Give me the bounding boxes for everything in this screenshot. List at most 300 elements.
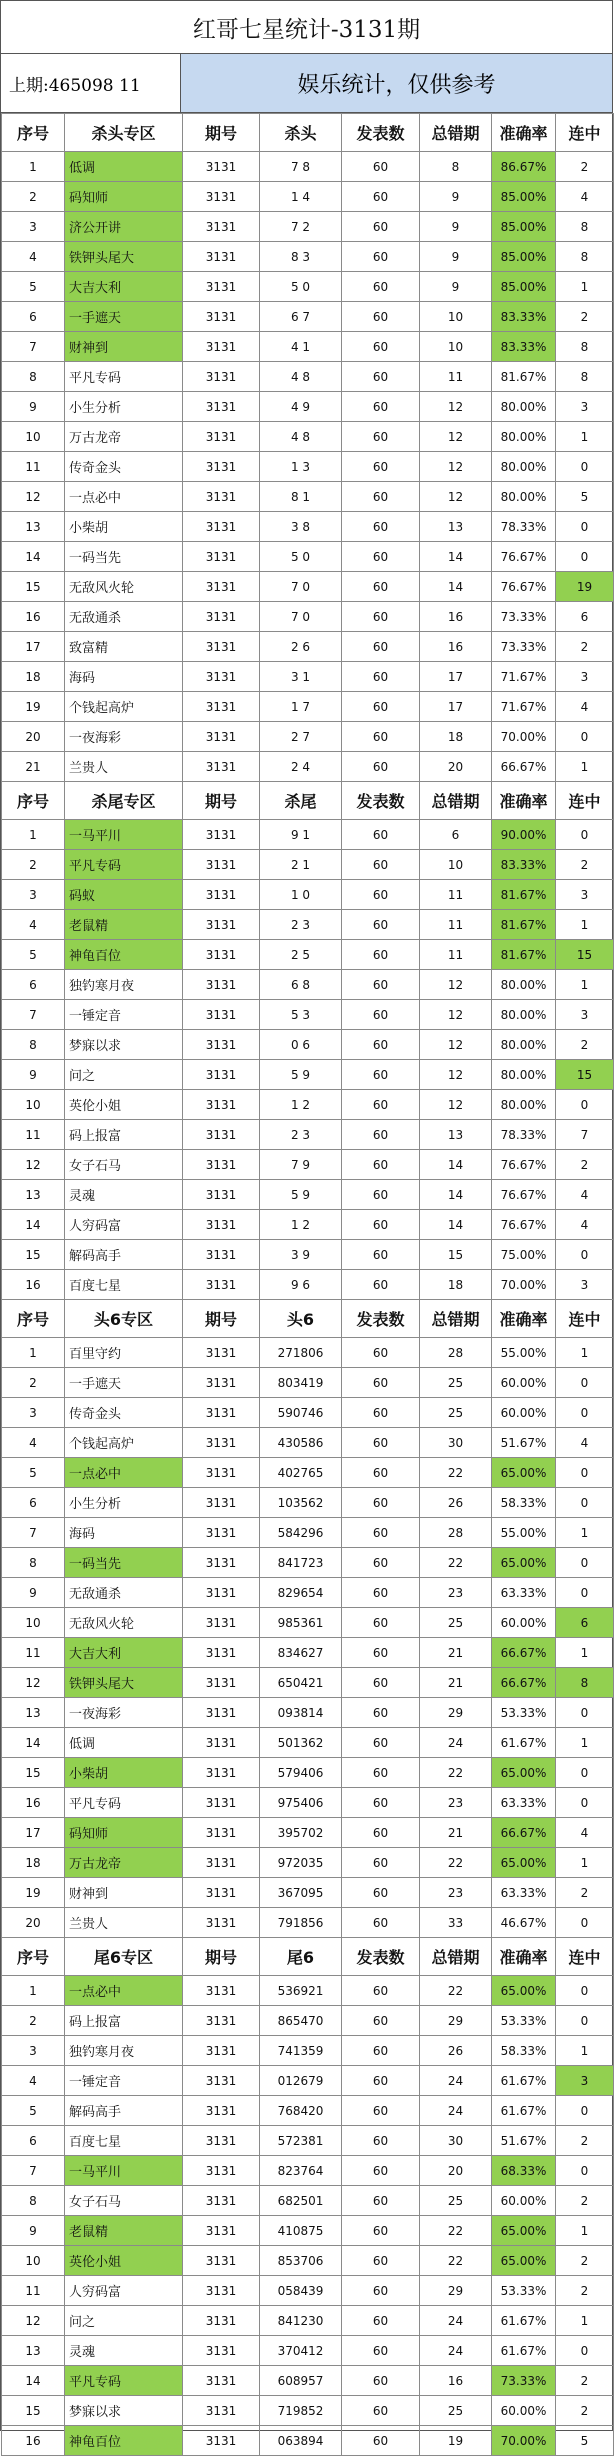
col-header-zone: 杀头专区: [65, 114, 183, 152]
prediction-value: 367095: [260, 1878, 342, 1908]
total-misses: 22: [420, 1458, 492, 1488]
col-header-index: 序号: [2, 782, 65, 820]
win-streak: 3: [556, 2066, 614, 2096]
issue-number: 3131: [183, 752, 260, 782]
prediction-value: 5 0: [260, 272, 342, 302]
table-row: [2, 482, 614, 512]
row-index: 17: [2, 632, 65, 662]
post-count: 60: [342, 1368, 420, 1398]
accuracy-rate: 65.00%: [492, 1758, 556, 1788]
total-misses: 22: [420, 1548, 492, 1578]
table-row: [2, 1000, 614, 1030]
row-index: 13: [2, 1180, 65, 1210]
total-misses: 6: [420, 820, 492, 850]
total-misses: 14: [420, 1150, 492, 1180]
table-row: [2, 1518, 614, 1548]
win-streak: 2: [556, 2366, 614, 2396]
col-header-index: 序号: [2, 1938, 65, 1976]
prediction-value: 093814: [260, 1698, 342, 1728]
accuracy-rate: 58.33%: [492, 1488, 556, 1518]
accuracy-rate: 65.00%: [492, 2246, 556, 2276]
predictor-name: 财神到: [65, 332, 183, 362]
table-row: [2, 722, 614, 752]
row-index: 16: [2, 1788, 65, 1818]
win-streak: 1: [556, 422, 614, 452]
accuracy-rate: 51.67%: [492, 2126, 556, 2156]
accuracy-rate: 73.33%: [492, 2366, 556, 2396]
subheader: [1, 54, 612, 113]
total-misses: 15: [420, 1240, 492, 1270]
table-row: [2, 362, 614, 392]
accuracy-rate: 65.00%: [492, 1976, 556, 2006]
total-misses: 12: [420, 452, 492, 482]
col-header-issue: 期号: [183, 1300, 260, 1338]
accuracy-rate: 81.67%: [492, 910, 556, 940]
issue-number: 3131: [183, 910, 260, 940]
row-index: 8: [2, 362, 65, 392]
win-streak: 0: [556, 2156, 614, 2186]
accuracy-rate: 60.00%: [492, 1608, 556, 1638]
issue-number: 3131: [183, 1878, 260, 1908]
total-misses: 9: [420, 212, 492, 242]
row-index: 6: [2, 302, 65, 332]
issue-number: 3131: [183, 1608, 260, 1638]
col-header-accuracy: 准确率: [492, 1938, 556, 1976]
accuracy-rate: 61.67%: [492, 1728, 556, 1758]
accuracy-rate: 80.00%: [492, 1000, 556, 1030]
issue-number: 3131: [183, 880, 260, 910]
predictor-name: 梦寐以求: [65, 1030, 183, 1060]
table-row: [2, 692, 614, 722]
accuracy-rate: 75.00%: [492, 1240, 556, 1270]
win-streak: 0: [556, 820, 614, 850]
accuracy-rate: 63.33%: [492, 1878, 556, 1908]
predictor-name: 个钱起高炉: [65, 1428, 183, 1458]
win-streak: 4: [556, 1428, 614, 1458]
predictor-name: 老鼠精: [65, 2216, 183, 2246]
accuracy-rate: 70.00%: [492, 722, 556, 752]
page-title: 红哥七星统计-3131期: [1, 1, 612, 54]
table-row: [2, 2096, 614, 2126]
prediction-value: 058439: [260, 2276, 342, 2306]
predictor-name: 平凡专码: [65, 1788, 183, 1818]
post-count: 60: [342, 1338, 420, 1368]
win-streak: 1: [556, 2306, 614, 2336]
issue-number: 3131: [183, 152, 260, 182]
issue-number: 3131: [183, 1210, 260, 1240]
prediction-value: 803419: [260, 1368, 342, 1398]
win-streak: 4: [556, 182, 614, 212]
accuracy-rate: 80.00%: [492, 970, 556, 1000]
accuracy-rate: 80.00%: [492, 422, 556, 452]
row-index: 20: [2, 1908, 65, 1938]
post-count: 60: [342, 1578, 420, 1608]
post-count: 60: [342, 1428, 420, 1458]
accuracy-rate: 53.33%: [492, 2276, 556, 2306]
predictor-name: 码上报富: [65, 1120, 183, 1150]
predictor-name: 一手遮天: [65, 302, 183, 332]
post-count: 60: [342, 910, 420, 940]
row-index: 21: [2, 752, 65, 782]
prediction-value: 5 0: [260, 542, 342, 572]
win-streak: 0: [556, 1368, 614, 1398]
table-row: [2, 2156, 614, 2186]
post-count: 60: [342, 2426, 420, 2456]
row-index: 10: [2, 422, 65, 452]
prediction-value: 271806: [260, 1338, 342, 1368]
win-streak: 0: [556, 1458, 614, 1488]
win-streak: 1: [556, 2216, 614, 2246]
issue-number: 3131: [183, 1150, 260, 1180]
predictor-name: 码上报富: [65, 2006, 183, 2036]
accuracy-rate: 63.33%: [492, 1788, 556, 1818]
win-streak: 5: [556, 482, 614, 512]
table-row: [2, 632, 614, 662]
prediction-value: 7 0: [260, 572, 342, 602]
table-row: [2, 2276, 614, 2306]
accuracy-rate: 86.67%: [492, 152, 556, 182]
row-index: 15: [2, 572, 65, 602]
table-row: [2, 452, 614, 482]
issue-number: 3131: [183, 2156, 260, 2186]
prediction-value: 0 6: [260, 1030, 342, 1060]
win-streak: 1: [556, 1728, 614, 1758]
row-index: 14: [2, 1210, 65, 1240]
predictor-name: 无敌风火轮: [65, 572, 183, 602]
total-misses: 29: [420, 1698, 492, 1728]
post-count: 60: [342, 362, 420, 392]
total-misses: 9: [420, 182, 492, 212]
row-index: 9: [2, 1578, 65, 1608]
issue-number: 3131: [183, 662, 260, 692]
prediction-value: 865470: [260, 2006, 342, 2036]
row-index: 13: [2, 2336, 65, 2366]
accuracy-rate: 81.67%: [492, 880, 556, 910]
predictor-name: 人穷码富: [65, 2276, 183, 2306]
predictor-name: 一点必中: [65, 482, 183, 512]
prediction-value: 410875: [260, 2216, 342, 2246]
section-header-row: [2, 782, 614, 820]
predictor-name: 一点必中: [65, 1458, 183, 1488]
total-misses: 12: [420, 1060, 492, 1090]
total-misses: 9: [420, 272, 492, 302]
accuracy-rate: 66.67%: [492, 1818, 556, 1848]
accuracy-rate: 61.67%: [492, 2306, 556, 2336]
total-misses: 12: [420, 482, 492, 512]
prediction-value: 3 9: [260, 1240, 342, 1270]
prediction-value: 1 3: [260, 452, 342, 482]
row-index: 6: [2, 970, 65, 1000]
row-index: 11: [2, 1120, 65, 1150]
issue-number: 3131: [183, 272, 260, 302]
total-misses: 22: [420, 1758, 492, 1788]
row-index: 12: [2, 1150, 65, 1180]
prediction-value: 501362: [260, 1728, 342, 1758]
table-row: [2, 2246, 614, 2276]
prediction-value: 1 0: [260, 880, 342, 910]
section-header-row: [2, 1938, 614, 1976]
row-index: 1: [2, 152, 65, 182]
total-misses: 26: [420, 2036, 492, 2066]
prediction-value: 7 8: [260, 152, 342, 182]
issue-number: 3131: [183, 1000, 260, 1030]
win-streak: 2: [556, 152, 614, 182]
issue-number: 3131: [183, 482, 260, 512]
issue-number: 3131: [183, 512, 260, 542]
total-misses: 25: [420, 1398, 492, 1428]
prediction-value: 063894: [260, 2426, 342, 2456]
post-count: 60: [342, 452, 420, 482]
prediction-value: 103562: [260, 1488, 342, 1518]
row-index: 10: [2, 2246, 65, 2276]
post-count: 60: [342, 2216, 420, 2246]
predictor-name: 一夜海彩: [65, 1698, 183, 1728]
predictor-name: 一手遮天: [65, 1368, 183, 1398]
predictor-name: 女子石马: [65, 1150, 183, 1180]
row-index: 7: [2, 2156, 65, 2186]
row-index: 2: [2, 850, 65, 880]
post-count: 60: [342, 1638, 420, 1668]
prediction-value: 2 1: [260, 850, 342, 880]
predictor-name: 码蚁: [65, 880, 183, 910]
prediction-value: 395702: [260, 1818, 342, 1848]
table-row: [2, 2396, 614, 2426]
row-index: 13: [2, 512, 65, 542]
row-index: 20: [2, 722, 65, 752]
row-index: 3: [2, 880, 65, 910]
issue-number: 3131: [183, 1976, 260, 2006]
row-index: 1: [2, 1976, 65, 2006]
post-count: 60: [342, 2036, 420, 2066]
post-count: 60: [342, 1788, 420, 1818]
total-misses: 14: [420, 1210, 492, 1240]
col-header-count: 发表数: [342, 1300, 420, 1338]
table-row: [2, 602, 614, 632]
row-index: 4: [2, 242, 65, 272]
total-misses: 25: [420, 1368, 492, 1398]
row-index: 18: [2, 1848, 65, 1878]
post-count: 60: [342, 880, 420, 910]
post-count: 60: [342, 1548, 420, 1578]
accuracy-rate: 55.00%: [492, 1338, 556, 1368]
total-misses: 24: [420, 2066, 492, 2096]
row-index: 12: [2, 482, 65, 512]
win-streak: 0: [556, 452, 614, 482]
accuracy-rate: 90.00%: [492, 820, 556, 850]
post-count: 60: [342, 1000, 420, 1030]
table-row: [2, 2366, 614, 2396]
win-streak: 3: [556, 392, 614, 422]
predictor-name: 兰贵人: [65, 752, 183, 782]
post-count: 60: [342, 1398, 420, 1428]
predictor-name: 兰贵人: [65, 1908, 183, 1938]
issue-number: 3131: [183, 1368, 260, 1398]
predictor-name: 百度七星: [65, 2126, 183, 2156]
post-count: 60: [342, 2096, 420, 2126]
accuracy-rate: 66.67%: [492, 1638, 556, 1668]
row-index: 5: [2, 1458, 65, 1488]
accuracy-rate: 85.00%: [492, 182, 556, 212]
issue-number: 3131: [183, 1818, 260, 1848]
row-index: 18: [2, 662, 65, 692]
col-header-misses: 总错期: [420, 782, 492, 820]
row-index: 8: [2, 2186, 65, 2216]
prediction-value: 7 2: [260, 212, 342, 242]
row-index: 16: [2, 2426, 65, 2456]
issue-number: 3131: [183, 1090, 260, 1120]
predictor-name: 灵魂: [65, 1180, 183, 1210]
win-streak: 2: [556, 2276, 614, 2306]
col-header-count: 发表数: [342, 782, 420, 820]
total-misses: 23: [420, 1788, 492, 1818]
table-row: [2, 1848, 614, 1878]
prediction-value: 985361: [260, 1608, 342, 1638]
issue-number: 3131: [183, 452, 260, 482]
win-streak: 2: [556, 2246, 614, 2276]
row-index: 7: [2, 332, 65, 362]
issue-number: 3131: [183, 1120, 260, 1150]
predictor-name: 神龟百位: [65, 2426, 183, 2456]
prediction-value: 741359: [260, 2036, 342, 2066]
win-streak: 6: [556, 1608, 614, 1638]
accuracy-rate: 80.00%: [492, 452, 556, 482]
post-count: 60: [342, 2006, 420, 2036]
total-misses: 21: [420, 1668, 492, 1698]
issue-number: 3131: [183, 1270, 260, 1300]
table-row: [2, 1210, 614, 1240]
predictor-name: 平凡专码: [65, 2366, 183, 2396]
predictor-name: 传奇金头: [65, 1398, 183, 1428]
table-row: [2, 1120, 614, 1150]
win-streak: 15: [556, 1060, 614, 1090]
total-misses: 12: [420, 970, 492, 1000]
post-count: 60: [342, 212, 420, 242]
accuracy-rate: 81.67%: [492, 362, 556, 392]
col-header-streak: 连中: [556, 782, 614, 820]
issue-number: 3131: [183, 1338, 260, 1368]
issue-number: 3131: [183, 2336, 260, 2366]
col-header-streak: 连中: [556, 1300, 614, 1338]
post-count: 60: [342, 2156, 420, 2186]
win-streak: 1: [556, 970, 614, 1000]
row-index: 8: [2, 1030, 65, 1060]
accuracy-rate: 85.00%: [492, 272, 556, 302]
row-index: 4: [2, 1428, 65, 1458]
post-count: 60: [342, 722, 420, 752]
row-index: 7: [2, 1000, 65, 1030]
prediction-value: 1 4: [260, 182, 342, 212]
col-header-streak: 连中: [556, 114, 614, 152]
accuracy-rate: 76.67%: [492, 542, 556, 572]
issue-number: 3131: [183, 2276, 260, 2306]
accuracy-rate: 83.33%: [492, 332, 556, 362]
predictor-name: 小生分析: [65, 1488, 183, 1518]
total-misses: 25: [420, 2396, 492, 2426]
total-misses: 10: [420, 302, 492, 332]
win-streak: 0: [556, 1976, 614, 2006]
issue-number: 3131: [183, 940, 260, 970]
prediction-value: 2 4: [260, 752, 342, 782]
row-index: 11: [2, 2276, 65, 2306]
prediction-value: 853706: [260, 2246, 342, 2276]
prediction-value: 6 8: [260, 970, 342, 1000]
prediction-value: 1 7: [260, 692, 342, 722]
accuracy-rate: 71.67%: [492, 662, 556, 692]
disclaimer-banner: 娱乐统计，仅供参考: [181, 54, 612, 112]
post-count: 60: [342, 2366, 420, 2396]
total-misses: 28: [420, 1338, 492, 1368]
table-row: [2, 302, 614, 332]
post-count: 60: [342, 1488, 420, 1518]
post-count: 60: [342, 1878, 420, 1908]
col-header-issue: 期号: [183, 1938, 260, 1976]
predictor-name: 独钓寒月夜: [65, 970, 183, 1000]
predictor-name: 铁钾头尾大: [65, 242, 183, 272]
total-misses: 25: [420, 1608, 492, 1638]
predictor-name: 一马平川: [65, 2156, 183, 2186]
prediction-value: 2 6: [260, 632, 342, 662]
prediction-value: 975406: [260, 1788, 342, 1818]
total-misses: 26: [420, 1488, 492, 1518]
accuracy-rate: 66.67%: [492, 752, 556, 782]
post-count: 60: [342, 512, 420, 542]
total-misses: 12: [420, 392, 492, 422]
win-streak: 1: [556, 1518, 614, 1548]
accuracy-rate: 51.67%: [492, 1428, 556, 1458]
total-misses: 25: [420, 2186, 492, 2216]
post-count: 60: [342, 152, 420, 182]
table-row: [2, 512, 614, 542]
table-row: [2, 1728, 614, 1758]
section-header-row: [2, 1300, 614, 1338]
issue-number: 3131: [183, 212, 260, 242]
table-row: [2, 1668, 614, 1698]
table-row: [2, 1428, 614, 1458]
accuracy-rate: 55.00%: [492, 1518, 556, 1548]
post-count: 60: [342, 970, 420, 1000]
col-header-accuracy: 准确率: [492, 782, 556, 820]
row-index: 17: [2, 1818, 65, 1848]
post-count: 60: [342, 1060, 420, 1090]
table-row: [2, 1788, 614, 1818]
win-streak: 1: [556, 1638, 614, 1668]
issue-number: 3131: [183, 2306, 260, 2336]
prediction-value: 829654: [260, 1578, 342, 1608]
predictor-name: 平凡专码: [65, 850, 183, 880]
prediction-value: 7 9: [260, 1150, 342, 1180]
table-row: [2, 2126, 614, 2156]
prediction-value: 4 8: [260, 362, 342, 392]
predictor-name: 无敌通杀: [65, 1578, 183, 1608]
total-misses: 17: [420, 662, 492, 692]
table-row: [2, 1488, 614, 1518]
issue-number: 3131: [183, 722, 260, 752]
col-header-zone: 头6专区: [65, 1300, 183, 1338]
prediction-value: 2 3: [260, 910, 342, 940]
win-streak: 3: [556, 1000, 614, 1030]
table-row: [2, 1548, 614, 1578]
stats-table: [1, 113, 614, 2456]
table-row: [2, 1818, 614, 1848]
row-index: 19: [2, 1878, 65, 1908]
total-misses: 10: [420, 850, 492, 880]
issue-number: 3131: [183, 1548, 260, 1578]
post-count: 60: [342, 1210, 420, 1240]
post-count: 60: [342, 850, 420, 880]
prediction-value: 719852: [260, 2396, 342, 2426]
accuracy-rate: 73.33%: [492, 602, 556, 632]
col-header-misses: 总错期: [420, 114, 492, 152]
